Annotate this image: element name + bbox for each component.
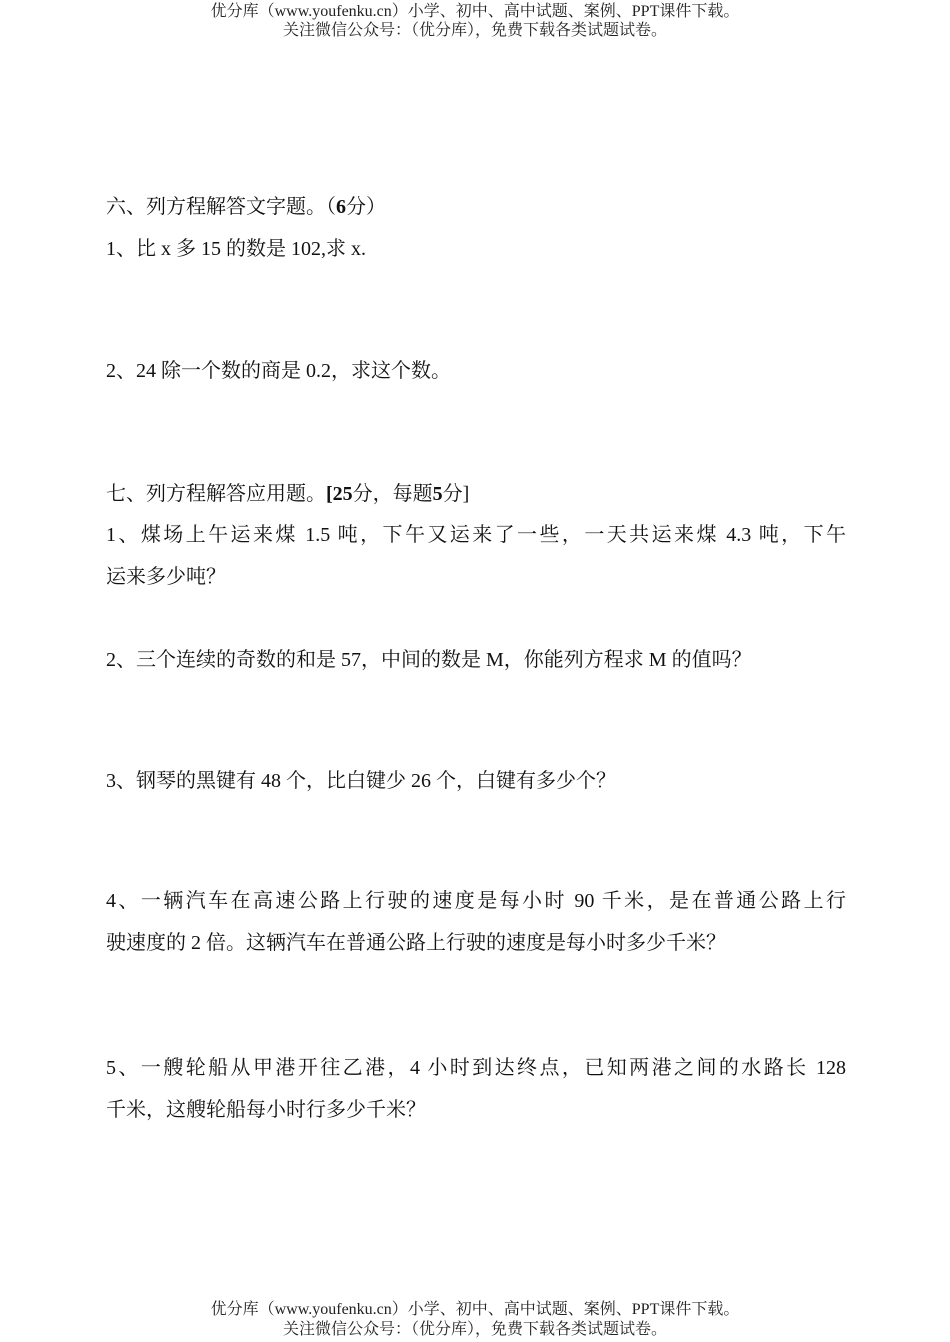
section-6-question-2: 2、24 除一个数的商是 0.2，求这个数。 xyxy=(106,360,451,382)
section-7-title-suffix: 分] xyxy=(442,483,470,505)
section-6-title-suffix: 分） xyxy=(346,196,386,218)
section-7-question-1-line-2: 运来多少吨？ xyxy=(106,566,226,588)
section-7-question-4-line-2: 驶速度的 2 倍。这辆汽车在普通公路上行驶的速度是每小时多少千米？ xyxy=(106,932,726,954)
header-line-2: 关注微信公众号：（优分库），免费下载各类试题试卷。 xyxy=(282,22,667,39)
section-6-points: 6 xyxy=(336,196,346,218)
section-7-total-points: [25 xyxy=(326,483,353,505)
section-7-question-5-line-1: 5、一艘轮船从甲港开往乙港，4 小时到达终点，已知两港之间的水路长 128 xyxy=(106,1057,846,1079)
section-7-question-2: 2、三个连续的奇数的和是 57，中间的数是 M，你能列方程求 M 的值吗？ xyxy=(106,649,752,671)
header-line-1: 优分库（www.youfenku.cn）小学、初中、高中试题、案例、PPT课件下载。 xyxy=(210,3,740,20)
section-7-title-mid: 分，每题 xyxy=(352,483,433,505)
section-7-question-3: 3、钢琴的黑键有 48 个，比白键少 26 个，白键有多少个？ xyxy=(106,770,616,792)
footer-line-1: 优分库（www.youfenku.cn）小学、初中、高中试题、案例、PPT课件下载。 xyxy=(210,1301,740,1318)
footer-line-2: 关注微信公众号：（优分库），免费下载各类试题试卷。 xyxy=(282,1321,667,1338)
section-7-question-5-line-2: 千米，这艘轮船每小时行多少千米？ xyxy=(106,1099,426,1121)
section-6-question-1: 1、比 x 多 15 的数是 102,求 x. xyxy=(106,238,366,260)
section-6-title xyxy=(106,194,386,220)
section-7-title-prefix: 七、列方程解答应用题。 xyxy=(106,483,326,505)
section-7-question-4-line-1: 4、一辆汽车在高速公路上行驶的速度是每小时 90 千米，是在普通公路上行 xyxy=(106,890,846,912)
section-7-question-1-line-1: 1、煤场上午运来煤 1.5 吨，下午又运来了一些，一天共运来煤 4.3 吨，下午 xyxy=(106,524,846,546)
section-7-title xyxy=(106,481,469,507)
section-7-points-each: 5 xyxy=(432,483,443,505)
section-6-title-prefix: 六、列方程解答文字题。（ xyxy=(106,196,336,218)
